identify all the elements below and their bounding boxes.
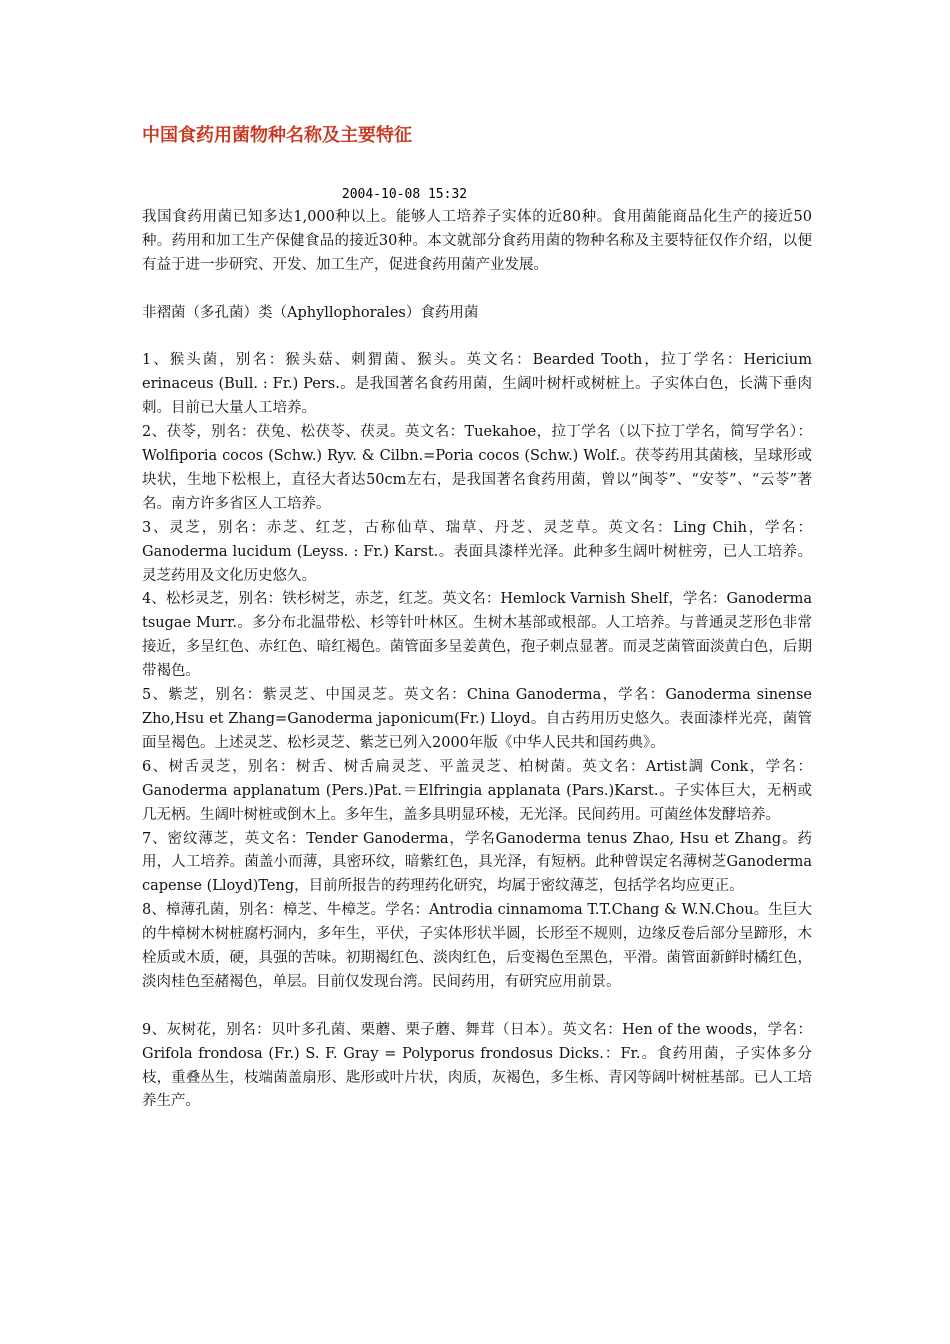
publish-date: 2004-10-08 15:32: [341, 187, 468, 202]
entry-paragraph: 6、树舌灵芝，别名：树舌、树舌扁灵芝、平盖灵芝、柏树菌。英文名：Artist調 Conk，学名：Ganoderma applanatum (Pers.)Pat.＝Elfringia applanata (Pars.)Karst.。子实体巨大，无柄或几无柄。生阔叶树桩或倒木上。多年生，盖多具明显环棱，无光泽。民间药用。可菌丝体发酵培养。: [142, 758, 812, 823]
document-title: 中国食药用菌物种名称及主要特征: [142, 125, 412, 146]
entry-paragraph: 2、茯苓，别名：茯兔、松茯苓、茯灵。英文名：Tuekahoe，拉丁学名（以下拉丁学名，简写学名）：Wolfiporia cocos (Schw.) Ryv. & Cilbn.=Poria cocos (Schw.) Wolf.。茯苓药用其菌核，呈球形或块状，生地下松根上，直径大者达50cm左右，是我国著名食药用菌，曾以“闽苓”、“安苓”、“云苓”著名。南方许多省区人工培养。: [142, 424, 812, 512]
entry-paragraph: 1、猴头菌，别名：猴头菇、刺猬菌、猴头。英文名：Bearded Tooth，拉丁学名：Hericium erinaceus (Bull. : Fr.) Pers.。是我国著名食药用菌，生阔叶树杆或树桩上。子实体白色，长满下垂肉刺。目前已大量人工培养。: [142, 352, 812, 417]
document-body: [142, 206, 812, 1114]
intro-paragraph: 我国食药用菌已知多达1,000种以上。能够人工培养子实体的近80种。食用菌能商品化生产的接近50种。药用和加工生产保健食品的接近30种。本文就部分食药用菌的物种名称及主要特征仅作介绍，以便有益于进一步研究、开发、加工生产，促进食药用菌产业发展。: [142, 209, 812, 273]
section-heading: 非褶菌（多孔菌）类（Aphyllophorales）食药用菌: [142, 304, 479, 321]
entry-paragraph: 3、灵芝，别名：赤芝、红芝，古称仙草、瑞草、丹芝、灵芝草。英文名：Ling Chih，学名：Ganoderma lucidum (Leyss. : Fr.) Karst.。表面具漆样光泽。此种多生阔叶树桩旁，已人工培养。灵芝药用及文化历史悠久。: [142, 519, 812, 584]
entry-paragraph: 4、松杉灵芝，别名：铁杉树芝，赤芝，红芝。英文名：Hemlock Varnish Shelf，学名：Ganoderma tsugae Murr.。多分布北温带松、杉等针叶林区。生树木基部或根部。人工培养。与普通灵芝形色非常接近，多呈红色、赤红色、暗红褐色。菌管面多呈姜黄色，孢子刺点显著。而灵芝菌管面淡黄白色，后期带褐色。: [142, 591, 812, 680]
entry-paragraph: 7、密纹薄芝，英文名：Tender Ganoderma，学名Ganoderma tenus Zhao, Hsu et Zhang。药用，人工培养。菌盖小而薄，具密环纹，暗紫红色，具光泽，有短柄。此种曾误定名薄树芝Ganoderma capense (Lloyd)Teng，目前所报告的药理药化研究，均属于密纹薄芝，包括学名均应更正。: [142, 830, 812, 895]
spacer: [142, 326, 812, 350]
spacer: [142, 278, 812, 302]
entry-paragraph: 8、樟薄孔菌，别名：樟芝、牛樟芝。学名：Antrodia cinnamoma T.T.Chang & W.N.Chou。生巨大的牛樟树木树桩腐朽洞内，多年生，平伏，子实体形状半圆，长形至不规则，边缘反卷后部分呈蹄形，木栓质或木质，硬，具强的苦味。初期褐红色、淡肉红色，后变褐色至黑色，平滑。菌管面新鲜时橘红色，淡肉桂色至赭褐色，单层。目前仅发现台湾。民间药用，有研究应用前景。: [142, 902, 812, 990]
spacer: [142, 995, 812, 1019]
entry-paragraph: 9、灰树花，别名：贝叶多孔菌、栗蘑、栗子蘑、舞茸（日本）。英文名：Hen of the woods，学名：Grifola frondosa (Fr.) S. F. Gray = Polyporus frondosus Dicks.：Fr.。食药用菌，子实体多分枝，重叠丛生，枝端菌盖扇形、匙形或叶片状，肉质，灰褐色，多生栎、青冈等阔叶树桩基部。已人工培养生产。: [142, 1021, 812, 1110]
entry-paragraph: 5、紫芝，别名：紫灵芝、中国灵芝。英文名：China Ganoderma，学名：Ganoderma sinense Zho,Hsu et Zhang=Ganoderma japonicum(Fr.) Lloyd。自古药用历史悠久。表面漆样光亮，菌管面呈褐色。上述灵芝、松杉灵芝、紫芝已列入2000年版《中华人民共和国药典》。: [142, 687, 812, 751]
